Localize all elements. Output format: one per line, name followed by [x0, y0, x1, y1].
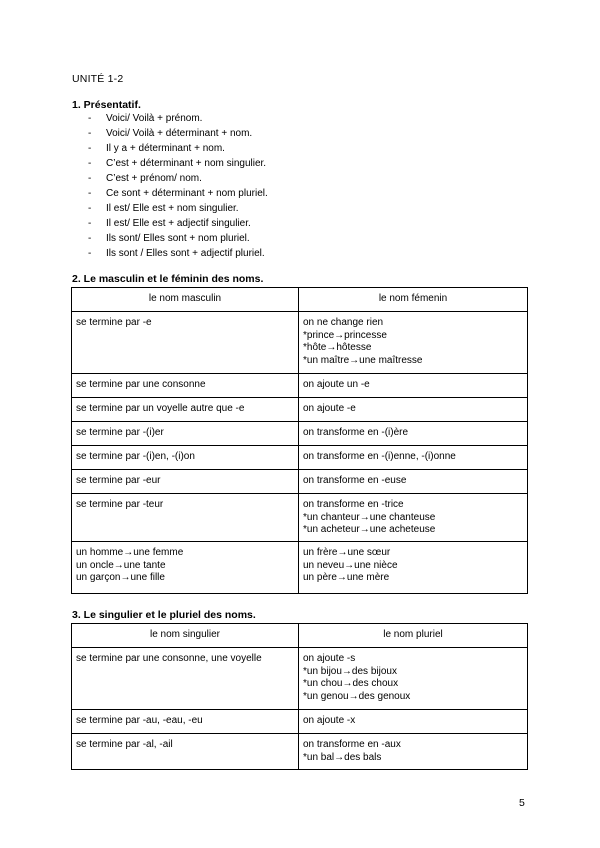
list-item-text: Ils sont/ Elles sont + nom pluriel.	[106, 233, 250, 244]
table-cell	[72, 710, 299, 734]
table-cell	[72, 734, 299, 770]
cell-line: *un bal→des bals	[303, 751, 382, 763]
cell-line: se termine par une consonne	[76, 379, 206, 390]
cell-line: on transforme en -euse	[303, 475, 407, 486]
table-row	[72, 648, 528, 710]
cell-line: se termine par -e	[76, 317, 152, 328]
cell-line: se termine par -al, -ail	[76, 739, 173, 750]
column-header: le nom singulier	[72, 624, 299, 648]
cell-line: on transforme en -(i)enne, -(i)onne	[303, 451, 456, 462]
cell-line: se termine par -eur	[76, 475, 161, 486]
cell-line: *un acheteur→une acheteuse	[303, 524, 436, 535]
column-header: le nom masculin	[72, 288, 299, 312]
cell-line: un homme→une femme	[76, 547, 184, 558]
table-cell	[72, 494, 299, 542]
list-item	[88, 186, 268, 201]
cell-line: se termine par une consonne, une voyelle	[76, 653, 262, 664]
dash-bullet: -	[88, 128, 92, 139]
dash-bullet: -	[88, 203, 92, 214]
list-item	[88, 111, 268, 126]
singulier-pluriel-table	[71, 623, 528, 770]
cell-line: *un genou→des genoux	[303, 690, 411, 702]
table-cell	[299, 494, 528, 542]
table-row	[72, 374, 528, 398]
page-number: 5	[519, 797, 525, 809]
column-header: le nom fémenin	[299, 288, 528, 312]
cell-line: *un bijou→des bijoux	[303, 665, 397, 677]
list-item	[88, 126, 268, 141]
dash-bullet: -	[88, 233, 92, 244]
dash-bullet: -	[88, 188, 92, 199]
cell-line: on transforme en -trice	[303, 499, 404, 510]
cell-line: on ajoute -e	[303, 403, 356, 414]
cell-line: un neveu→une nièce	[303, 559, 398, 571]
cell-line: un frère→une sœur	[303, 547, 391, 558]
dash-bullet: -	[88, 218, 92, 229]
cell-line: se termine par -(i)er	[76, 427, 164, 438]
table-cell	[299, 374, 528, 398]
dash-bullet: -	[88, 248, 92, 259]
list-item-text: Il est/ Elle est + nom singulier.	[106, 203, 239, 214]
table-row	[72, 446, 528, 470]
column-header: le nom pluriel	[299, 624, 528, 648]
cell-line: *un chou→des choux	[303, 678, 399, 689]
table-cell	[299, 542, 528, 594]
section-title-singulier-pluriel: 3. Le singulier et le pluriel des noms.	[72, 609, 256, 621]
table-cell	[72, 542, 299, 594]
table-cell	[299, 422, 528, 446]
table-row	[72, 542, 528, 594]
cell-line: se termine par un voyelle autre que -e	[76, 403, 245, 414]
section-title-masculin-feminin: 2. Le masculin et le féminin des noms.	[72, 273, 264, 285]
cell-line: on transforme en -(i)ère	[303, 427, 409, 438]
list-item-text: Il est/ Elle est + adjectif singulier.	[106, 218, 251, 229]
list-item-text: C’est + déterminant + nom singulier.	[106, 158, 267, 169]
table-cell	[299, 648, 528, 710]
list-item-text: Ce sont + déterminant + nom pluriel.	[106, 188, 268, 199]
cell-line: se termine par -teur	[76, 499, 164, 510]
cell-line: on ne change rien	[303, 317, 384, 328]
table-cell	[299, 470, 528, 494]
table-row	[72, 312, 528, 374]
list-item-text: C’est + prénom/ nom.	[106, 173, 202, 184]
table-cell	[72, 374, 299, 398]
table-cell	[72, 470, 299, 494]
cell-line: on ajoute -x	[303, 715, 356, 726]
list-item-text: Ils sont / Elles sont + adjectif pluriel.	[106, 248, 265, 259]
list-item	[88, 171, 268, 186]
cell-line: *un chanteur→une chanteuse	[303, 511, 436, 523]
cell-line: un père→une mère	[303, 572, 390, 583]
list-item	[88, 201, 268, 216]
table-row	[72, 422, 528, 446]
table-header-row	[72, 288, 528, 312]
table-cell	[299, 312, 528, 374]
table-row	[72, 494, 528, 542]
table-row	[72, 710, 528, 734]
list-item-text: Voici/ Voilà + déterminant + nom.	[106, 128, 253, 139]
table-cell	[299, 734, 528, 770]
cell-line: *prince→princesse	[303, 329, 387, 341]
table-cell	[299, 710, 528, 734]
cell-line: un garçon→une fille	[76, 572, 165, 583]
table-row	[72, 734, 528, 770]
cell-line: se termine par -au, -eau, -eu	[76, 715, 203, 726]
table-row	[72, 470, 528, 494]
cell-line: on ajoute un -e	[303, 379, 370, 390]
dash-bullet: -	[88, 158, 92, 169]
masculin-feminin-table	[71, 287, 528, 594]
cell-line: on transforme en -aux	[303, 739, 401, 750]
table-header-row	[72, 624, 528, 648]
table-row	[72, 398, 528, 422]
table-cell	[299, 446, 528, 470]
cell-line: *hôte→hôtesse	[303, 342, 372, 353]
dash-bullet: -	[88, 113, 92, 124]
list-item	[88, 156, 268, 171]
table-cell	[72, 422, 299, 446]
table-cell	[299, 398, 528, 422]
section-title-presentatif: 1. Présentatif.	[72, 99, 141, 111]
dash-bullet: -	[88, 143, 92, 154]
table-cell	[72, 446, 299, 470]
cell-line: se termine par -(i)en, -(i)on	[76, 451, 195, 462]
list-item	[88, 246, 268, 261]
list-item	[88, 231, 268, 246]
dash-bullet: -	[88, 173, 92, 184]
list-item	[88, 141, 268, 156]
cell-line: on ajoute -s	[303, 653, 356, 664]
list-item-text: Il y a + déterminant + nom.	[106, 143, 225, 154]
cell-line: un oncle→une tante	[76, 559, 166, 571]
table-cell	[72, 312, 299, 374]
presentatif-list	[88, 111, 268, 261]
table-cell	[72, 398, 299, 422]
unit-title: UNITÉ 1-2	[72, 73, 124, 85]
table-cell	[72, 648, 299, 710]
list-item-text: Voici/ Voilà + prénom.	[106, 113, 203, 124]
cell-line: *un maître→une maîtresse	[303, 354, 423, 366]
list-item	[88, 216, 268, 231]
